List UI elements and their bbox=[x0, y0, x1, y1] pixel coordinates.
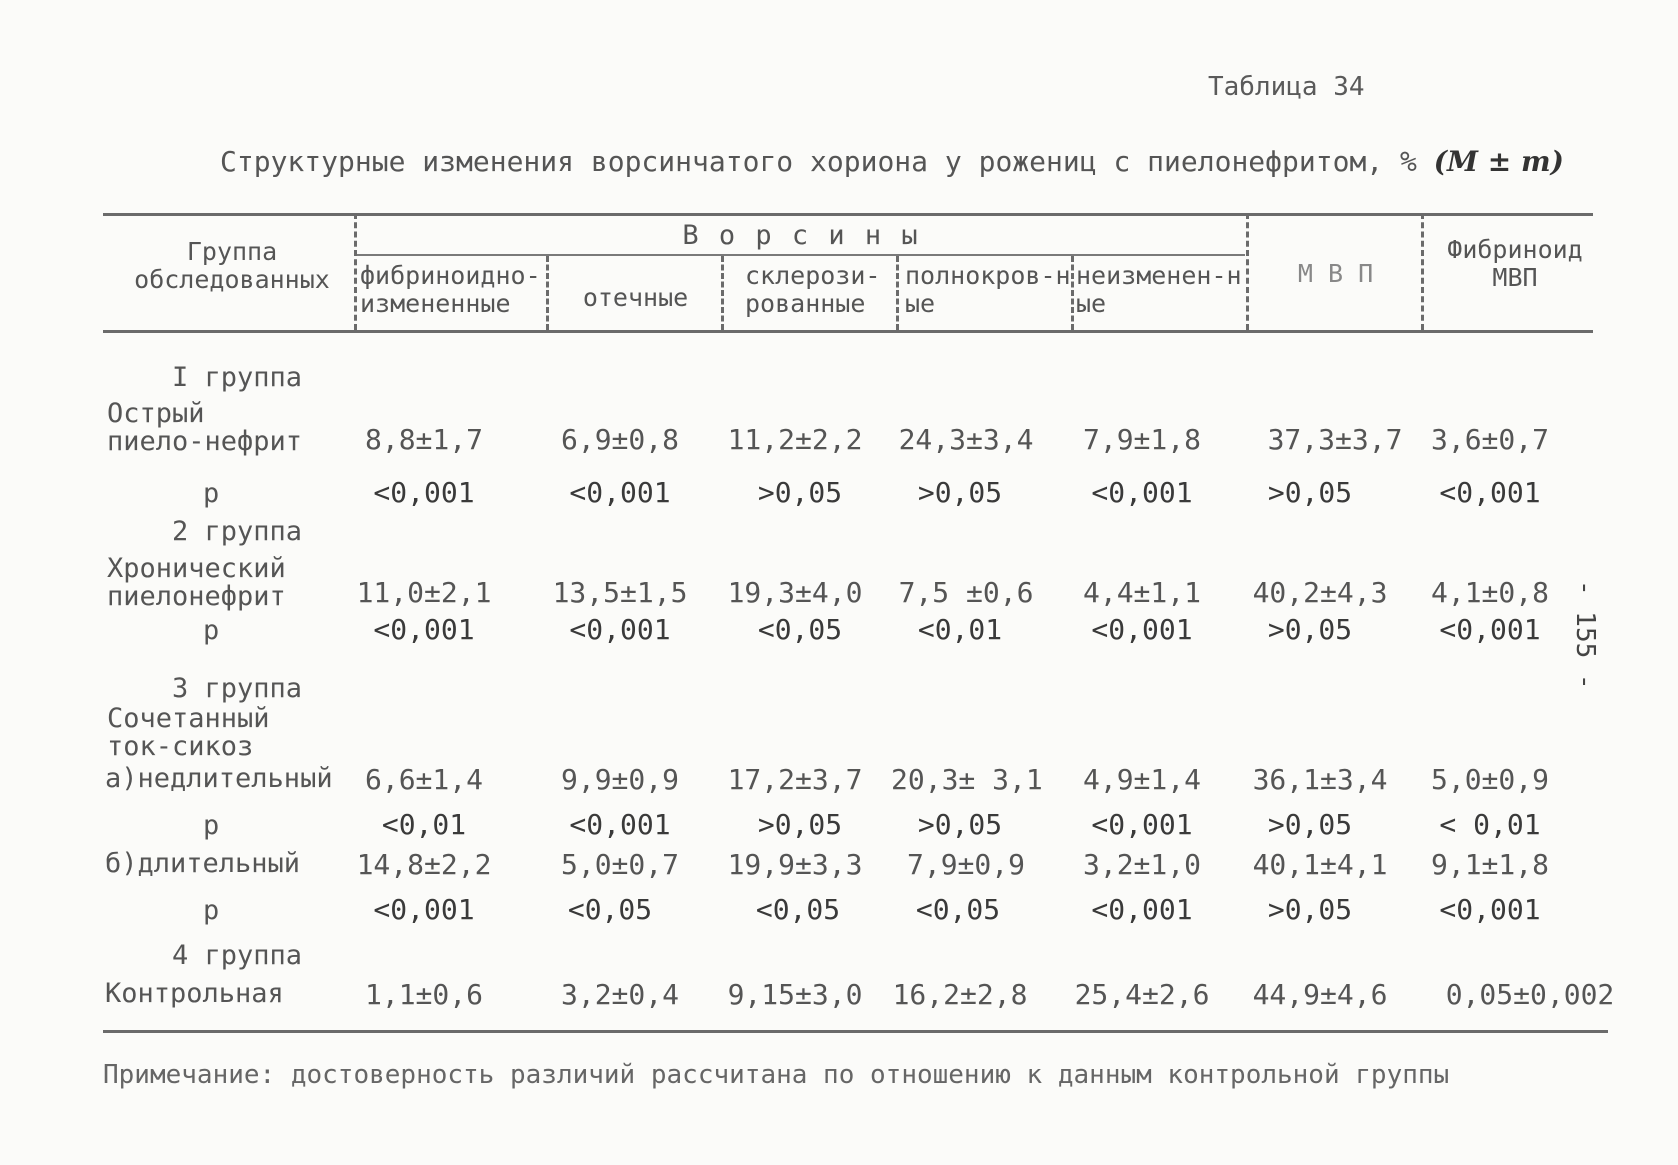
p-value-cell: <0,001 bbox=[569, 476, 671, 509]
p-value-cell: >0,05 bbox=[757, 476, 843, 509]
header-separator bbox=[1246, 213, 1249, 330]
value-cell: 3,6±0,7 bbox=[1430, 423, 1549, 456]
value-cell: 37,3±3,7 bbox=[1267, 423, 1403, 456]
p-value-cell: <0,001 bbox=[373, 893, 475, 926]
value-cell: 20,3± 3,1 bbox=[891, 763, 1043, 796]
table-note: Примечание: достоверность различий рассчитана по отношению к данным контрольной группы bbox=[103, 1060, 1450, 1090]
row-label: а)недлительный bbox=[105, 763, 333, 794]
value-cell: 4,9±1,4 bbox=[1082, 763, 1201, 796]
value-cell: 19,9±3,3 bbox=[727, 848, 863, 881]
header-col-2: отечные bbox=[582, 283, 689, 312]
p-value-cell: <0,001 bbox=[373, 476, 475, 509]
header-villi-group: В о р с и н ы bbox=[682, 220, 920, 251]
p-value-cell: <0,001 bbox=[569, 613, 671, 646]
value-cell: 4,4±1,1 bbox=[1082, 576, 1201, 609]
table-label: Таблица 34 bbox=[1208, 72, 1365, 102]
value-cell: 6,6±1,4 bbox=[364, 763, 483, 796]
header-col-6: М В П bbox=[1297, 259, 1374, 288]
p-value-cell: <0,001 bbox=[1091, 893, 1193, 926]
value-cell: 9,1±1,8 bbox=[1430, 848, 1549, 881]
p-value-cell: <0,001 bbox=[1091, 613, 1193, 646]
p-value-cell: <0,001 bbox=[373, 613, 475, 646]
header-group-col: Группа обследованных bbox=[134, 237, 330, 294]
value-cell: 24,3±3,4 bbox=[898, 423, 1034, 456]
p-value-cell: <0,05 bbox=[567, 893, 653, 926]
p-value-cell: <0,001 bbox=[1091, 808, 1193, 841]
p-value-cell: <0,001 bbox=[1439, 613, 1541, 646]
value-cell: 8,8±1,7 bbox=[364, 423, 483, 456]
p-value-cell: >0,05 bbox=[1267, 613, 1353, 646]
row-label: Острый пиело-нефрит bbox=[107, 398, 303, 457]
p-value-cell: < 0,01 bbox=[1439, 808, 1541, 841]
p-value-cell: <0,001 bbox=[1439, 476, 1541, 509]
value-cell: 9,15±3,0 bbox=[727, 978, 863, 1011]
value-cell: 1,1±0,6 bbox=[364, 978, 483, 1011]
group-subtitle: Сочетанный ток-сикоз bbox=[107, 703, 270, 762]
value-cell: 11,0±2,1 bbox=[356, 576, 492, 609]
p-value-cell: <0,05 bbox=[757, 613, 843, 646]
value-cell: 3,2±0,4 bbox=[560, 978, 679, 1011]
value-cell: 5,0±0,9 bbox=[1430, 763, 1549, 796]
value-cell: 7,9±0,9 bbox=[906, 848, 1025, 881]
value-cell: 13,5±1,5 bbox=[552, 576, 688, 609]
header-col-4: полнокров-ные bbox=[905, 261, 1071, 318]
p-value-cell: >0,05 bbox=[917, 808, 1003, 841]
value-cell: 6,9±0,8 bbox=[560, 423, 679, 456]
value-cell: 7,9±1,8 bbox=[1082, 423, 1201, 456]
page-number: - 155 - bbox=[1570, 580, 1600, 690]
p-label: p bbox=[203, 895, 220, 926]
p-label: p bbox=[203, 478, 220, 509]
row-label: Хронический пиелонефрит bbox=[107, 553, 286, 612]
header-separator bbox=[546, 256, 549, 330]
villi-subheader-rule bbox=[355, 254, 1245, 256]
value-cell: 14,8±2,2 bbox=[356, 848, 492, 881]
table-bottom-rule bbox=[103, 1030, 1608, 1033]
p-value-cell: >0,05 bbox=[917, 476, 1003, 509]
value-cell: 19,3±4,0 bbox=[727, 576, 863, 609]
group-title: 2 группа bbox=[172, 516, 303, 547]
table-title bbox=[220, 145, 1564, 178]
value-cell: 7,5 ±0,6 bbox=[898, 576, 1034, 609]
table-title-stat: (M ± m) bbox=[1433, 145, 1564, 178]
p-value-cell: <0,001 bbox=[569, 808, 671, 841]
header-col-1: фибриноидно-измененные bbox=[360, 261, 541, 318]
p-label: p bbox=[203, 810, 220, 841]
header-col-5: неизменен-ные bbox=[1076, 261, 1242, 318]
p-value-cell: <0,05 bbox=[755, 893, 841, 926]
table-title-text: Структурные изменения ворсинчатого хориона у рожениц с пиелонефритом, % bbox=[220, 145, 1417, 178]
p-value-cell: <0,001 bbox=[1091, 476, 1193, 509]
value-cell: 0,05±0,002 bbox=[1445, 978, 1615, 1011]
value-cell: 16,2±2,8 bbox=[892, 978, 1028, 1011]
p-value-cell: <0,01 bbox=[381, 808, 467, 841]
p-value-cell: <0,01 bbox=[917, 613, 1003, 646]
value-cell: 5,0±0,7 bbox=[560, 848, 679, 881]
table-top-rule bbox=[103, 213, 1593, 216]
value-cell: 36,1±3,4 bbox=[1252, 763, 1388, 796]
header-col-7: Фибриноид МВП bbox=[1447, 235, 1583, 292]
row-label: б)длительный bbox=[105, 848, 301, 879]
p-value-cell: >0,05 bbox=[1267, 893, 1353, 926]
value-cell: 25,4±2,6 bbox=[1074, 978, 1210, 1011]
value-cell: 44,9±4,6 bbox=[1252, 978, 1388, 1011]
p-value-cell: >0,05 bbox=[757, 808, 843, 841]
header-bottom-rule bbox=[103, 330, 1593, 333]
header-separator bbox=[896, 256, 899, 330]
row-label: Контрольная bbox=[105, 978, 284, 1009]
p-value-cell: <0,001 bbox=[1439, 893, 1541, 926]
header-separator bbox=[1071, 256, 1074, 330]
value-cell: 40,2±4,3 bbox=[1252, 576, 1388, 609]
p-value-cell: >0,05 bbox=[1267, 808, 1353, 841]
group-title: I группа bbox=[172, 362, 303, 393]
value-cell: 9,9±0,9 bbox=[560, 763, 679, 796]
p-value-cell: >0,05 bbox=[1267, 476, 1353, 509]
value-cell: 11,2±2,2 bbox=[727, 423, 863, 456]
header-col-3: склерози-рованные bbox=[745, 261, 881, 318]
p-value-cell: <0,05 bbox=[915, 893, 1001, 926]
header-separator bbox=[1421, 213, 1424, 330]
group-title: 4 группа bbox=[172, 940, 303, 971]
header-separator bbox=[721, 256, 724, 330]
value-cell: 40,1±4,1 bbox=[1252, 848, 1388, 881]
group-title: 3 группа bbox=[172, 673, 303, 704]
value-cell: 17,2±3,7 bbox=[727, 763, 863, 796]
p-label: p bbox=[203, 615, 220, 646]
value-cell: 4,1±0,8 bbox=[1430, 576, 1549, 609]
value-cell: 3,2±1,0 bbox=[1082, 848, 1201, 881]
